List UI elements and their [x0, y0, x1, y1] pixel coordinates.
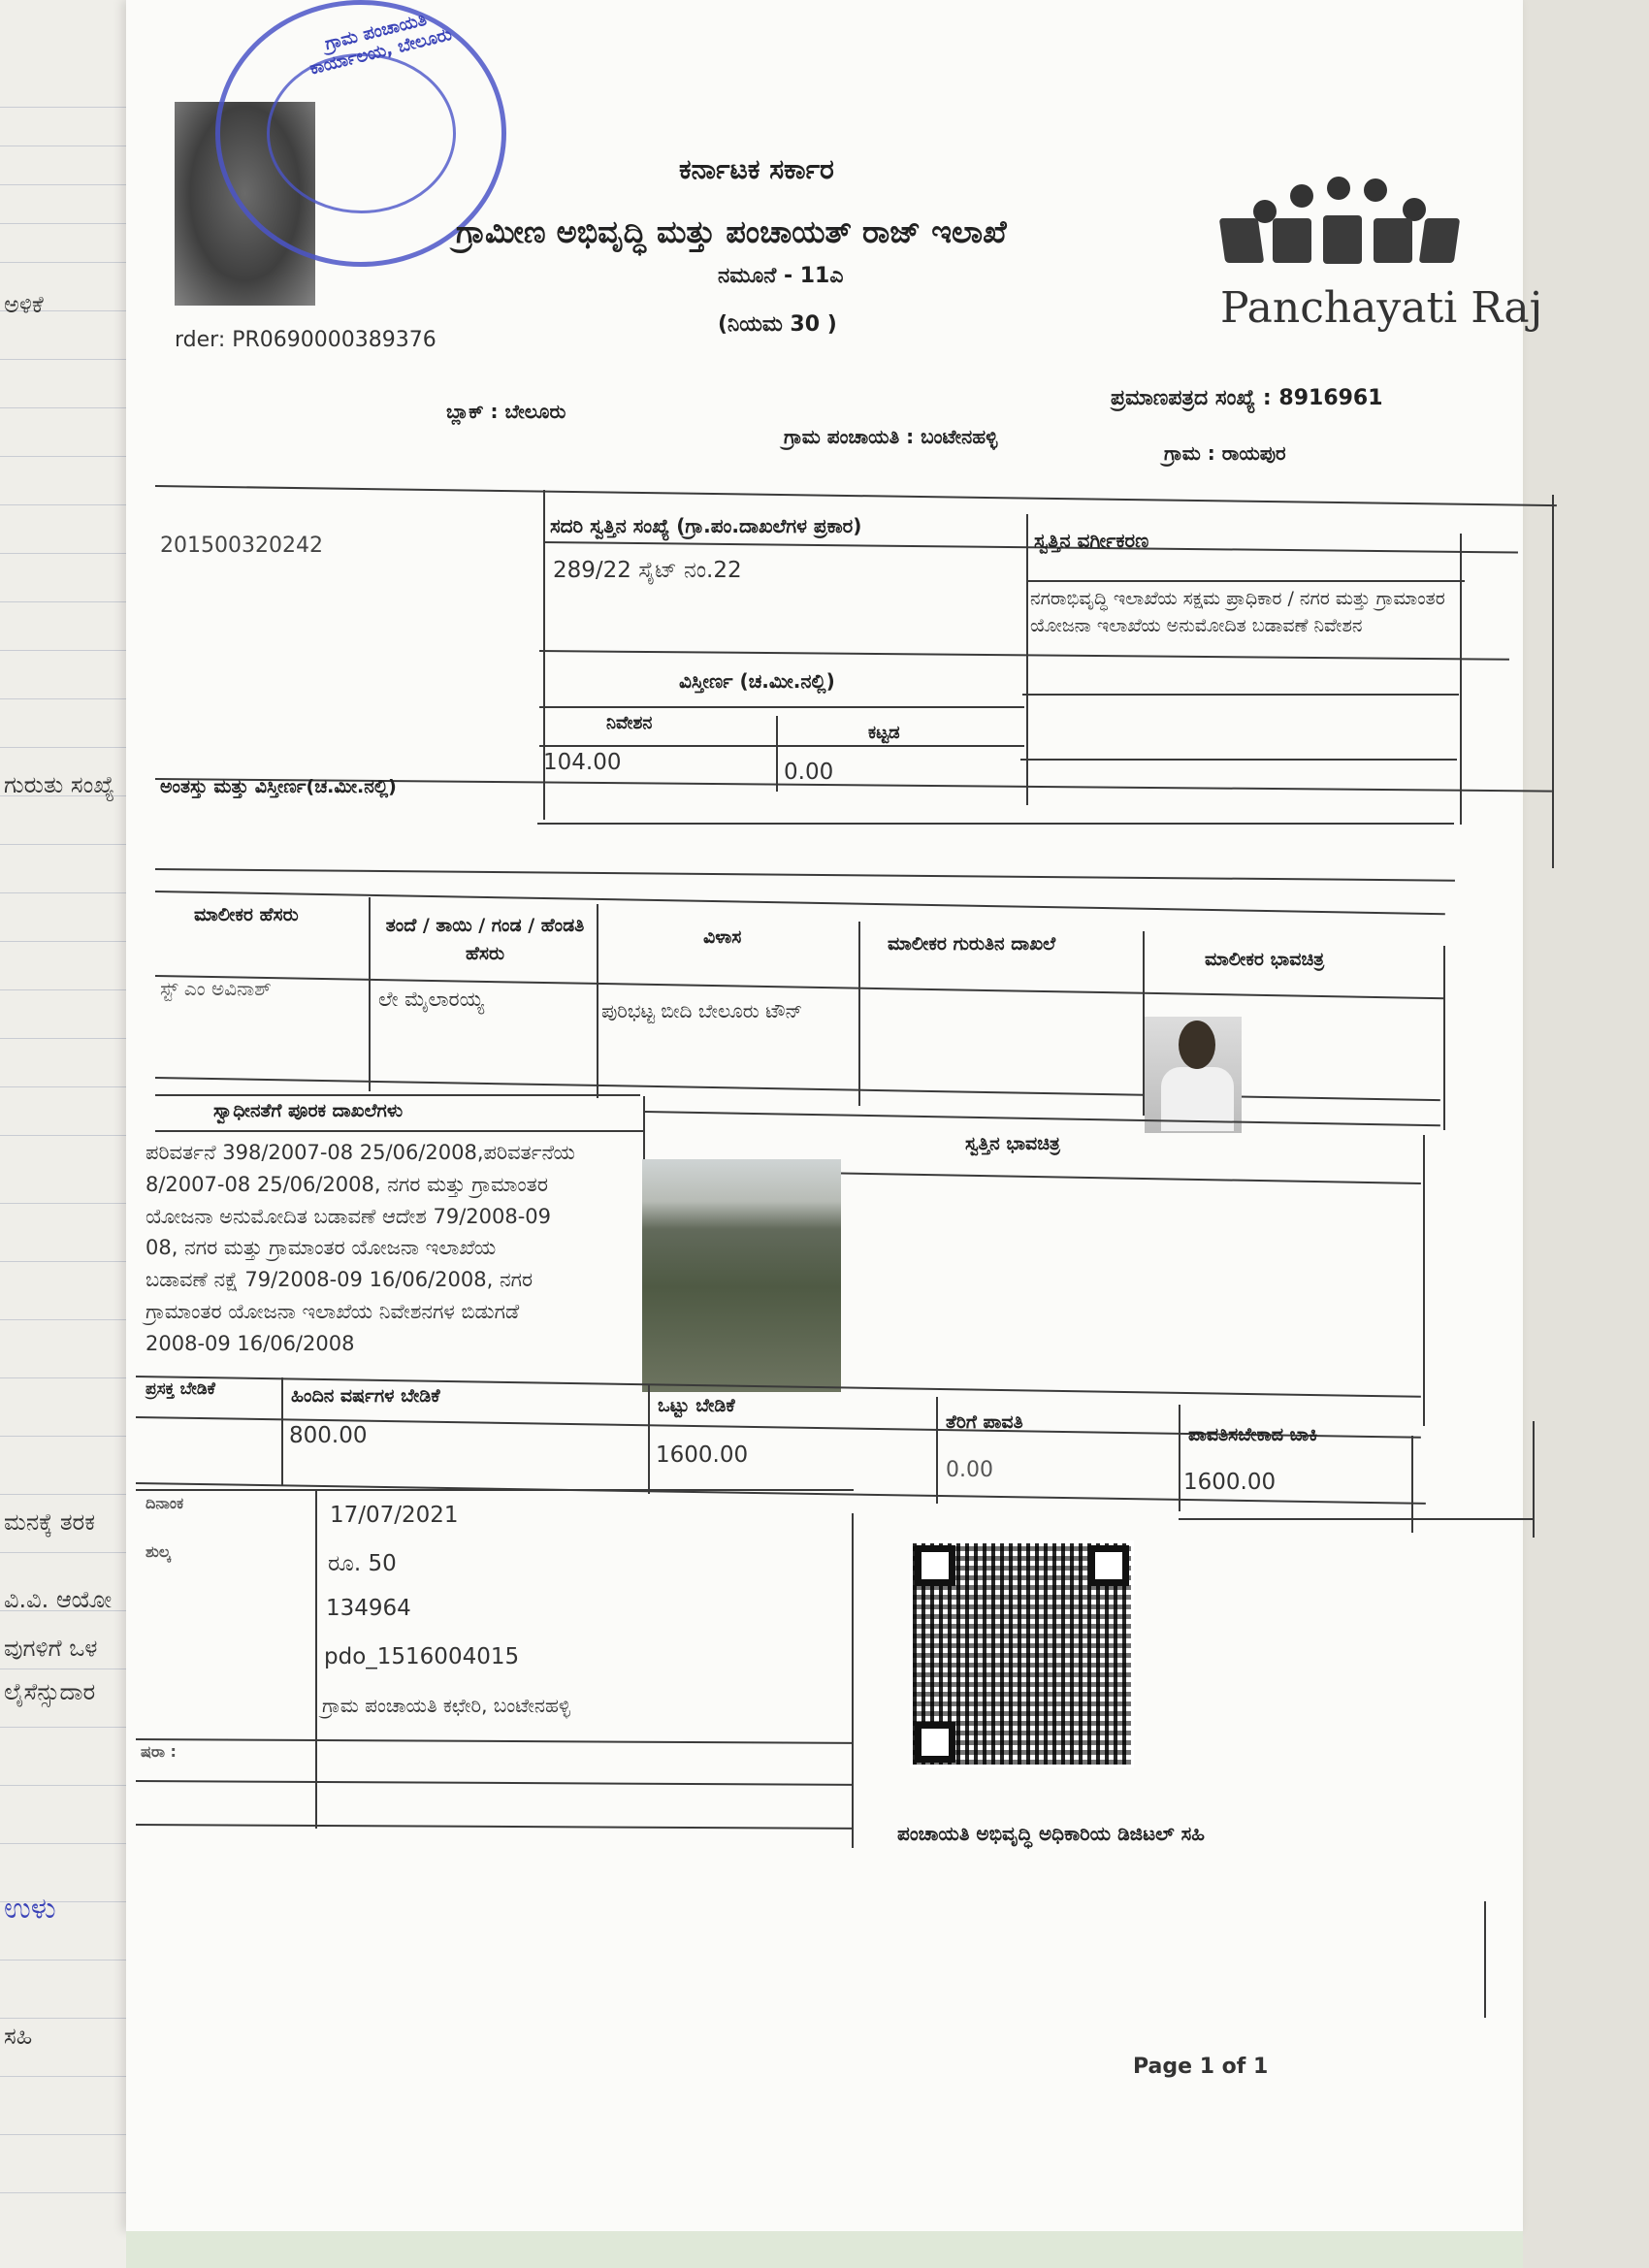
balance-header: ಪಾವತಿಸಬೇಕಾದ ಬಾಕಿ	[1188, 1424, 1318, 1445]
department-title: ಗ್ರಾಮೀಣ ಅಭಿವೃದ್ಧಿ ಮತ್ತು ಪಂಚಾಯತ್ ರಾಜ್ ಇಲಾಖೆ	[456, 213, 1007, 250]
address-header: ವಿಳಾಸ	[703, 926, 742, 948]
panchayati-raj-logo-icon	[1212, 175, 1465, 281]
document-line: 8/2007-08 25/06/2008, ನಗರ ಮತ್ತು ಗ್ರಾಮಾಂತರ	[146, 1172, 548, 1196]
owner-photo-header: ಮಾಲೀಕರ ಭಾವಚಿತ್ರ	[1205, 949, 1325, 970]
site-area-value: 104.00	[543, 750, 622, 775]
fee-label: ಶುಲ್ಕ	[146, 1542, 171, 1561]
property-photo-header: ಸ್ವತ್ತಿನ ಭಾವಚಿತ್ರ	[965, 1133, 1060, 1154]
tax-paid-value: 0.00	[946, 1458, 993, 1482]
property-number-header: ಸದರಿ ಸ್ವತ್ತಿನ ಸಂಖ್ಯೆ (ಗ್ರಾ.ಪಂ.ದಾಖಲೆಗಳ ಪ್ರಕಾರ)	[550, 514, 862, 537]
document-line: ಪರಿವರ್ತನೆ 398/2007-08 25/06/2008,ಪರಿವರ್ತನೆಯ	[146, 1141, 575, 1164]
bottom-strip	[126, 2231, 1523, 2268]
father-name-value: ಲೇ ಮೈಲಾರಯ್ಯ	[378, 988, 485, 1011]
address-value: ಪುರಿಭಟ್ಟ ಬೀದಿ ಬೇಲೂರು ಟೌನ್	[601, 999, 803, 1022]
certificate-number: ಪ್ರಮಾಣಪತ್ರದ ಸಂಖ್ಯೆ : 8916961	[1111, 386, 1383, 410]
document-line: 08, ನಗರ ಮತ್ತು ಗ್ರಾಮಾಂತರ ಯೋಜನಾ ಇಲಾಖೆಯ	[146, 1236, 497, 1260]
floor-area-label: ಅಂತಸ್ತು ಮತ್ತು ವಿಸ್ತೀರ್ಣ(ಚ.ಮೀ.ನಲ್ಲಿ)	[160, 776, 397, 797]
fee-amount: ರೂ. 50	[328, 1551, 397, 1576]
gram-panchayat: ಗ್ರಾಮ ಪಂಚಾಯತಿ : ಬಂಟೇನಹಳ್ಳಿ	[784, 425, 998, 448]
documents-header: ಸ್ವಾಧೀನತೆಗೆ ಪೂರಕ ದಾಖಲೆಗಳು	[213, 1100, 404, 1121]
property-id: 201500320242	[160, 534, 323, 558]
owner-name-header: ಮಾಲೀಕರ ಹೆಸರು	[194, 904, 299, 925]
office-seal-inner-icon	[267, 53, 456, 213]
document-line: ಬಡಾವಣೆ ನಕ್ಷೆ 79/2008-09 16/06/2008, ನಗರ	[146, 1268, 534, 1291]
village: ಗ್ರಾಮ : ರಾಯಪುರ	[1164, 441, 1286, 465]
property-number-value: 289/22 ಸೈಟ್ ನಂ.22	[553, 558, 742, 583]
left-text-1: ಅಳಿಕೆ	[4, 291, 44, 318]
owner-photo-face	[1179, 1021, 1215, 1069]
date-label: ದಿನಾಂಕ	[146, 1494, 184, 1512]
document-line: ಯೋಜನಾ ಅನುಮೋದಿತ ಬಡಾವಣೆ ಆದೇಶ 79/2008-09	[146, 1204, 552, 1228]
panchayati-raj-text: Panchayati Raj	[1220, 283, 1543, 333]
previous-demand-header: ಹಿಂದಿನ ವರ್ಷಗಳ ಬೇಡಿಕೆ	[291, 1385, 440, 1407]
left-text-2: ಗುರುತು ಸಂಖ್ಯೆ	[4, 771, 115, 798]
issuing-office: ಗ್ರಾಮ ಪಂಚಾಯತಿ ಕಛೇರಿ, ಬಂಟೇನಹಳ್ಳಿ	[322, 1694, 571, 1717]
left-text-3: ಮನಕ್ಕೆ ತರಕ	[4, 1508, 96, 1536]
document-line: ಗ್ರಾಮಾಂತರ ಯೋಜನಾ ಇಲಾಖೆಯ ನಿವೇಶನಗಳ ಬಿಡುಗಡೆ	[146, 1299, 520, 1323]
left-text-6: ಲೈಸೆನ್ಸುದಾರ	[4, 1678, 96, 1705]
total-demand-value: 1600.00	[656, 1442, 749, 1468]
id-document-header: ಮಾಲೀಕರ ಗುರುತಿನ ದಾಖಲೆ	[888, 933, 1056, 955]
classification-header: ಸ್ವತ್ತಿನ ವರ್ಗೀಕರಣ	[1034, 529, 1149, 552]
state-title: ಕರ್ನಾಟಕ ಸರ್ಕಾರ	[679, 153, 834, 185]
page-number: Page 1 of 1	[1133, 2055, 1269, 2079]
left-text-5: ವುಗಳಿಗೆ ಒಳ	[4, 1635, 98, 1662]
current-demand-header: ಪ್ರಸಕ್ತ ಬೇಡಿಕೆ	[146, 1379, 215, 1399]
balance-value: 1600.00	[1183, 1470, 1277, 1495]
qr-code-icon	[910, 1540, 1134, 1767]
building-area-value: 0.00	[784, 760, 834, 785]
classification-value: ನಗರಾಭಿವೃದ್ಧಿ ಇಲಾಖೆಯ ಸಕ್ಷಮ ಪ್ರಾಧಿಕಾರ / ನಗರ ಮತ್ತು ಗ್ರಾಮಾಂತರ ಯೋಜನಾ ಇಲಾಖೆಯ ಅನುಮೋದಿತ ಬಡಾವಣೆ ನಿವೇಶನ	[1030, 588, 1445, 636]
remarks-label: ಷರಾ :	[141, 1742, 177, 1761]
left-text-4: ವಿ.ವಿ. ಆಯೋ	[4, 1586, 113, 1613]
site-label: ನಿವೇಶನ	[606, 713, 653, 733]
officer-id: pdo_1516004015	[324, 1644, 520, 1669]
property-photo	[642, 1159, 841, 1392]
receipt-number: 134964	[326, 1596, 411, 1621]
owner-name-value: ಸ್ಟ್ ಎಂ ಅವಿನಾಶ್	[160, 977, 272, 1000]
area-header: ವಿಸ್ತೀರ್ಣ (ಚ.ಮೀ.ನಲ್ಲಿ)	[679, 669, 835, 693]
form-name: ನಮೂನೆ - 11ಎ	[718, 264, 844, 288]
tax-paid-header: ತೆರಿಗೆ ಪಾವತಿ	[946, 1411, 1023, 1433]
seal-text: ಗ್ರಾಮ ಪಂಚಾಯತಿ ಕಾರ್ಯಾಲಯ, ಬೇಲೂರು	[307, 9, 454, 80]
taluk: ಬ್ಲಾಕ್ : ಬೇಲೂರು	[446, 400, 566, 423]
previous-demand-value: 800.00	[289, 1423, 368, 1448]
background-edge	[1523, 0, 1649, 2268]
order-number: rder: PR0690000389376	[175, 328, 436, 352]
building-label: ಕಟ್ಟಡ	[868, 723, 900, 743]
documents-list	[146, 1137, 640, 1359]
total-demand-header: ಒಟ್ಟು ಬೇಡಿಕೆ	[658, 1395, 735, 1416]
left-text-8: ಸಹಿ	[4, 2023, 33, 2050]
digital-signature-label: ಪಂಚಾಯತಿ ಅಭಿವೃದ್ಧಿ ಅಧಿಕಾರಿಯ ಡಿಜಿಟಲ್ ಸಹಿ	[897, 1822, 1205, 1845]
issue-date: 17/07/2021	[330, 1503, 459, 1528]
relation-name-header: ತಂದೆ / ತಾಯಿ / ಗಂಡ / ಹೆಂಡತಿ ಹೆಸರು	[385, 915, 585, 964]
left-text-7: ಉಳು	[4, 1892, 56, 1926]
rule-number: (ನಿಯಮ 30 )	[718, 312, 837, 337]
document-line: 2008-09 16/06/2008	[146, 1331, 355, 1355]
